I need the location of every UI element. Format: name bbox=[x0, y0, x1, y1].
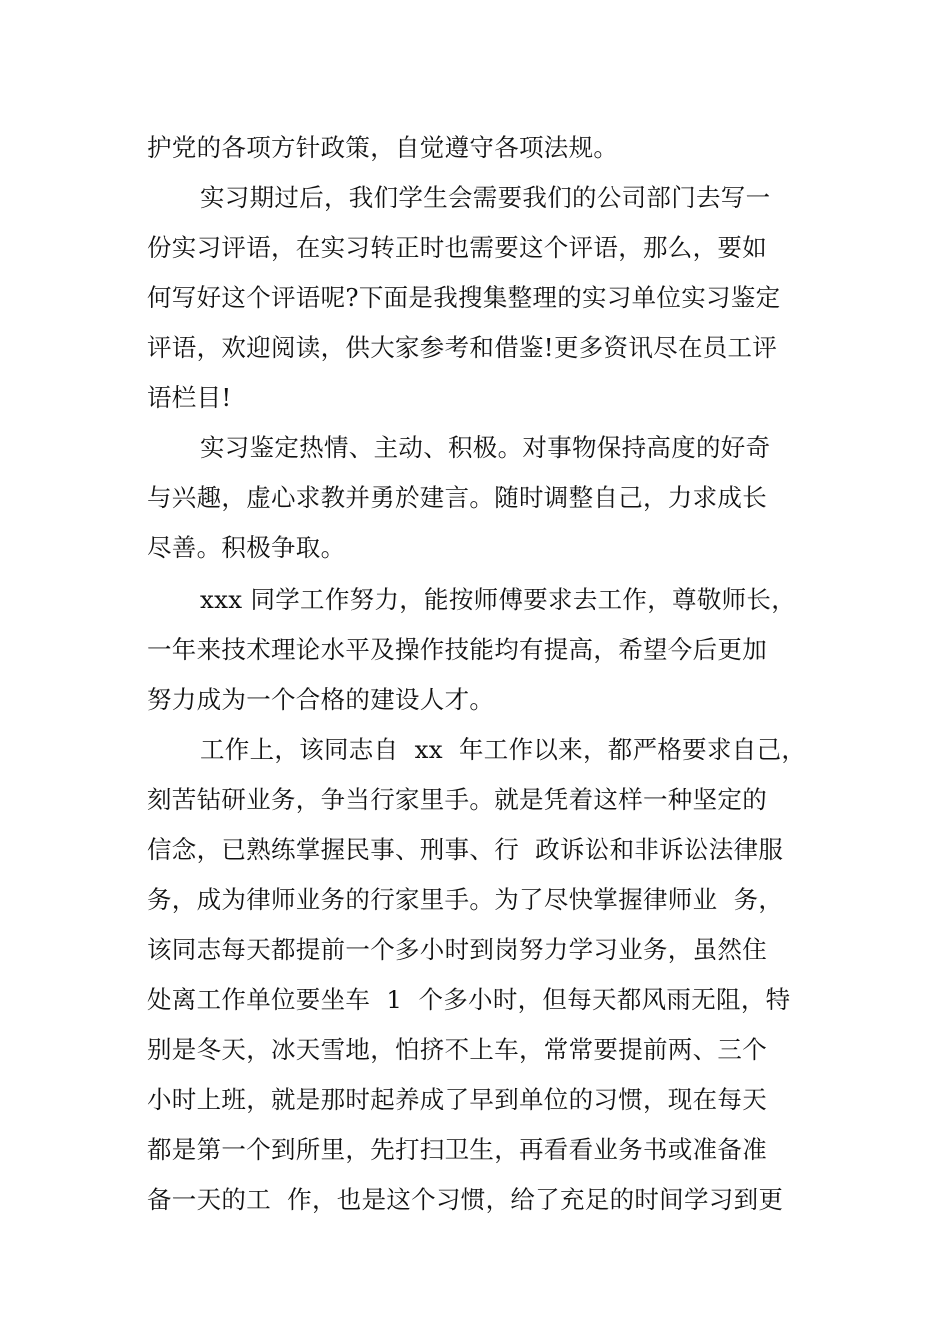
text-line: 别是冬天，冰天雪地，怕挤不上车，常常要提前两、三个 bbox=[147, 1035, 767, 1064]
text-line: 都是第一个到所里，先打扫卫生，再看看业务书或准备准 bbox=[147, 1135, 767, 1164]
paragraph-first-line: 实习期过后，我们学生会需要我们的公司部门去写一 bbox=[200, 183, 771, 212]
text-line: 护党的各项方针政策，自觉遵守各项法规。 bbox=[147, 133, 619, 162]
text-line: 信念，已熟练掌握民事、刑事、行 政诉讼和非诉讼法律服 bbox=[147, 835, 784, 864]
paragraph-first-line: xxx 同学工作努力，能按师傅要求去工作，尊敬师长， bbox=[200, 585, 797, 614]
text-line: 处离工作单位要坐车 1 个多小时，但每天都风雨无阻，特 bbox=[147, 985, 791, 1014]
text-line: 小时上班，就是那时起养成了早到单位的习惯，现在每天 bbox=[147, 1085, 767, 1114]
text-line: 语栏目! bbox=[147, 383, 232, 412]
text-line: 备一天的工 作，也是这个习惯，给了充足的时间学习到更 bbox=[147, 1185, 784, 1214]
text-line: 何写好这个评语呢?下面是我搜集整理的实习单位实习鉴定 bbox=[147, 283, 781, 312]
text-line: 刻苦钻研业务，争当行家里手。就是凭着这样一种坚定的 bbox=[147, 785, 767, 814]
paragraph-first-line: 实习鉴定热情、主动、积极。对事物保持高度的好奇 bbox=[200, 433, 771, 462]
text-line: 一年来技术理论水平及操作技能均有提高，希望今后更加 bbox=[147, 635, 767, 664]
text-line: 务，成为律师业务的行家里手。为了尽快掌握律师业 务， bbox=[147, 885, 784, 914]
text-line: 尽善。积极争取。 bbox=[147, 533, 346, 562]
text-line: 与兴趣，虚心求教并勇於建言。随时调整自己，力求成长 bbox=[147, 483, 767, 512]
text-line: 该同志每天都提前一个多小时到岗努力学习业务，虽然住 bbox=[147, 935, 767, 964]
paragraph-first-line: 工作上，该同志自 xx 年工作以来，都严格要求自己， bbox=[200, 735, 807, 764]
text-line: 评语，欢迎阅读，供大家参考和借鉴!更多资讯尽在员工评 bbox=[147, 333, 778, 362]
text-line: 努力成为一个合格的建设人才。 bbox=[147, 685, 495, 714]
text-line: 份实习评语，在实习转正时也需要这个评语，那么，要如 bbox=[147, 233, 767, 262]
